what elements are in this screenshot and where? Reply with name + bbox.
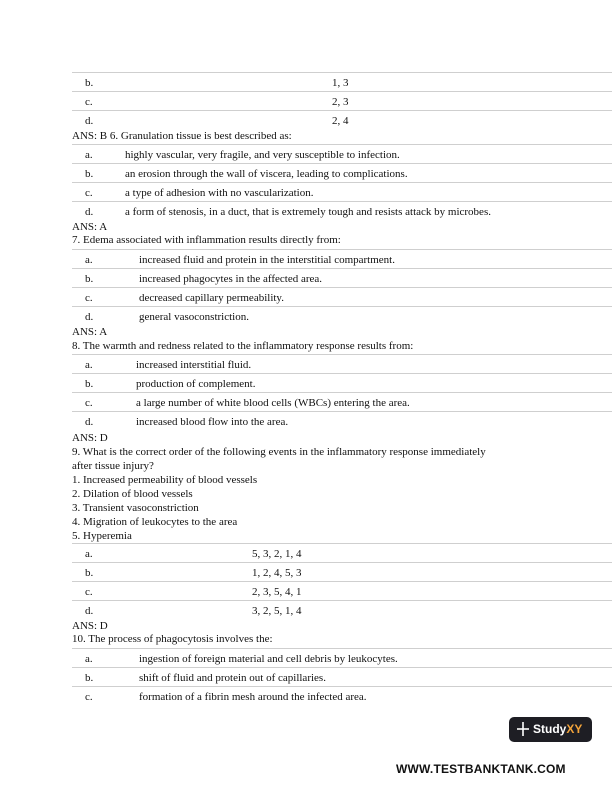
option-letter: c. xyxy=(85,96,93,108)
option-letter: d. xyxy=(85,115,94,127)
option-letter: a. xyxy=(85,548,93,560)
option-text: formation of a fibrin mesh around the infected area. xyxy=(139,691,367,703)
option-text: decreased capillary permeability. xyxy=(139,292,284,304)
option-text: 2, 4 xyxy=(332,115,349,127)
option-letter: d. xyxy=(85,605,94,617)
q9-event: 3. Transient vasoconstriction xyxy=(72,502,199,514)
option-text: production of complement. xyxy=(136,378,256,390)
option-letter: b. xyxy=(85,168,94,180)
logo-word-main: Study xyxy=(533,722,567,736)
option-text: increased blood flow into the area. xyxy=(136,416,289,428)
q9-event: 5. Hyperemia xyxy=(72,530,132,542)
option-letter: c. xyxy=(85,397,93,409)
logo-wordmark xyxy=(533,722,582,736)
q5-option-c xyxy=(72,91,612,111)
q7-option-d xyxy=(72,306,612,326)
option-text: ingestion of foreign material and cell debris by leukocytes. xyxy=(139,653,398,665)
option-letter: d. xyxy=(85,416,94,428)
q9-event: 1. Increased permeability of blood vessels xyxy=(72,474,258,486)
option-text: a large number of white blood cells (WBCs) entering the area. xyxy=(136,397,410,409)
q7-option-a xyxy=(72,249,612,269)
option-text: increased fluid and protein in the interstitial compartment. xyxy=(139,254,395,266)
option-text: a type of adhesion with no vascularization. xyxy=(125,187,314,199)
option-letter: a. xyxy=(85,653,93,665)
q7-answer: ANS: A xyxy=(72,326,108,338)
option-letter: c. xyxy=(85,691,93,703)
q6-answer: ANS: A xyxy=(72,221,108,233)
q5-answer-q6-stem: ANS: B 6. Granulation tissue is best described as: xyxy=(72,130,292,142)
q9-stem-line2: after tissue injury? xyxy=(72,460,154,472)
q9-stem-line1: 9. What is the correct order of the following events in the inflammatory response immediately xyxy=(72,446,486,458)
q8-option-b xyxy=(72,373,612,393)
logo-word-accent: XY xyxy=(566,722,583,736)
option-letter: a. xyxy=(85,359,93,371)
q10-option-b xyxy=(72,667,612,687)
option-text: an erosion through the wall of viscera, leading to complications. xyxy=(125,168,408,180)
footer-site-url[interactable]: WWW.TESTBANKTANK.COM xyxy=(396,762,566,776)
studyxy-logo[interactable] xyxy=(509,717,592,742)
q9-event: 2. Dilation of blood vessels xyxy=(72,488,193,500)
option-text: increased interstitial fluid. xyxy=(136,359,252,371)
q6-option-a xyxy=(72,144,612,164)
q6-option-d xyxy=(72,201,612,221)
q9-option-d xyxy=(72,600,612,620)
option-text: increased phagocytes in the affected area. xyxy=(139,273,323,285)
q10-option-a xyxy=(72,648,612,668)
option-text: general vasoconstriction. xyxy=(139,311,249,323)
option-letter: b. xyxy=(85,567,94,579)
option-text: 1, 3 xyxy=(332,77,349,89)
q8-option-a xyxy=(72,354,612,374)
option-letter: d. xyxy=(85,206,94,218)
q10-option-c xyxy=(72,686,612,706)
option-letter: c. xyxy=(85,292,93,304)
option-letter: a. xyxy=(85,254,93,266)
option-letter: d. xyxy=(85,311,94,323)
q7-option-b xyxy=(72,268,612,288)
option-text: shift of fluid and protein out of capillaries. xyxy=(139,672,326,684)
q9-answer: ANS: D xyxy=(72,620,108,632)
q9-option-a xyxy=(72,543,612,563)
option-text: 3, 2, 5, 1, 4 xyxy=(252,605,302,617)
q7-option-c xyxy=(72,287,612,307)
option-letter: b. xyxy=(85,672,94,684)
q6-option-b xyxy=(72,163,612,183)
option-text: highly vascular, very fragile, and very susceptible to infection. xyxy=(125,149,400,161)
q8-option-d xyxy=(72,411,612,431)
option-letter: c. xyxy=(85,187,93,199)
q5-option-d xyxy=(72,110,612,130)
option-letter: a. xyxy=(85,149,93,161)
sparkle-plus-icon xyxy=(517,721,529,737)
q10-stem: 10. The process of phagocytosis involves the: xyxy=(72,633,273,645)
option-text: 5, 3, 2, 1, 4 xyxy=(252,548,302,560)
option-text: 2, 3, 5, 4, 1 xyxy=(252,586,302,598)
q8-option-c xyxy=(72,392,612,412)
q8-answer: ANS: D xyxy=(72,432,108,444)
option-letter: b. xyxy=(85,378,94,390)
option-letter: b. xyxy=(85,77,94,89)
q9-option-b xyxy=(72,562,612,582)
option-text: 2, 3 xyxy=(332,96,349,108)
q7-stem: 7. Edema associated with inflammation results directly from: xyxy=(72,234,341,246)
q5-option-b xyxy=(72,72,612,92)
q9-option-c xyxy=(72,581,612,601)
option-letter: b. xyxy=(85,273,94,285)
option-text: 1, 2, 4, 5, 3 xyxy=(252,567,302,579)
q9-event: 4. Migration of leukocytes to the area xyxy=(72,516,238,528)
q6-option-c xyxy=(72,182,612,202)
q8-stem: 8. The warmth and redness related to the inflammatory response results from: xyxy=(72,340,414,352)
option-text: a form of stenosis, in a duct, that is extremely tough and resists attack by microbes. xyxy=(125,206,491,218)
option-letter: c. xyxy=(85,586,93,598)
